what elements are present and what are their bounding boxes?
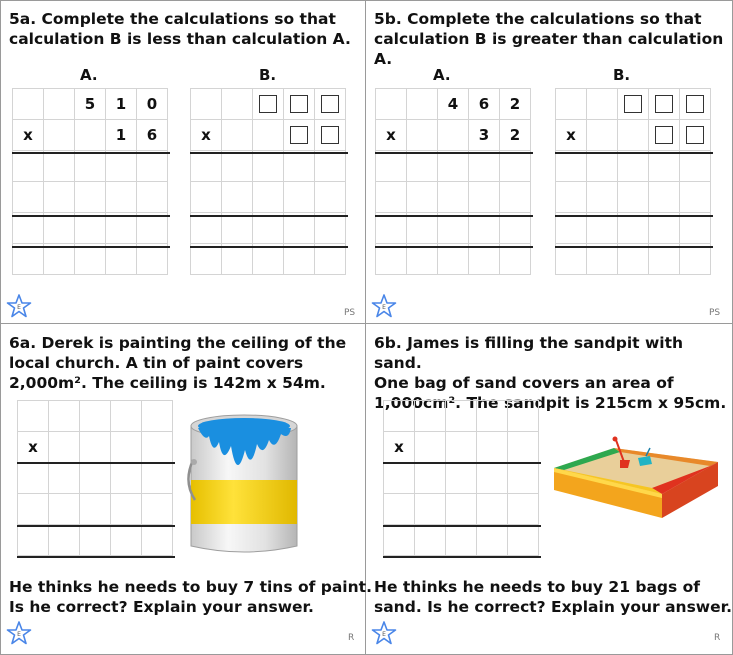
q5b-a-top-4: 2 xyxy=(500,89,531,120)
paint-tin-icon xyxy=(185,412,303,558)
answer-cell[interactable] xyxy=(508,494,539,525)
answer-cell[interactable] xyxy=(284,213,315,244)
answer-cell[interactable] xyxy=(384,401,415,432)
q5b-a-line-3 xyxy=(375,246,533,248)
answer-cell[interactable] xyxy=(222,244,253,275)
answer-cell[interactable] xyxy=(49,525,80,556)
answer-cell[interactable] xyxy=(44,213,75,244)
answer-cell[interactable] xyxy=(649,213,680,244)
answer-cell[interactable] xyxy=(415,432,446,463)
answer-cell[interactable] xyxy=(376,151,407,182)
q5b-tag: PS xyxy=(709,308,721,318)
q6a-tag: R xyxy=(348,633,355,643)
answer-cell[interactable] xyxy=(191,182,222,213)
answer-cell[interactable] xyxy=(315,213,346,244)
answer-cell[interactable] xyxy=(13,151,44,182)
q5b-a-top-3: 6 xyxy=(469,89,500,120)
q5b-b-box-3[interactable] xyxy=(680,89,711,120)
answer-cell[interactable] xyxy=(649,182,680,213)
q5a-a-bot-0: x xyxy=(13,120,44,151)
answer-cell[interactable] xyxy=(446,525,477,556)
answer-cell[interactable] xyxy=(106,244,137,275)
answer-cell[interactable] xyxy=(415,525,446,556)
answer-cell[interactable] xyxy=(253,244,284,275)
answer-cell[interactable] xyxy=(75,182,106,213)
answer-cell[interactable] xyxy=(384,525,415,556)
answer-cell[interactable] xyxy=(649,151,680,182)
q5a-a-bot-3: 1 xyxy=(106,120,137,151)
answer-cell[interactable] xyxy=(376,182,407,213)
q6a-line-2 xyxy=(17,525,175,527)
q5b-b-line-1 xyxy=(555,152,713,154)
q5a-b-op: x xyxy=(191,120,222,151)
answer-cell[interactable] xyxy=(407,151,438,182)
answer-cell[interactable] xyxy=(438,213,469,244)
answer-cell[interactable] xyxy=(222,89,253,120)
q6a-question: He thinks he needs to buy 7 tins of paint. Is he correct? Explain your answer. xyxy=(9,578,372,616)
q6b-line-2 xyxy=(383,525,541,527)
q5a-label-a: A. xyxy=(80,66,98,84)
q5a-a-top-3: 1 xyxy=(106,89,137,120)
answer-cell[interactable] xyxy=(587,89,618,120)
q5a-a-bot-1[interactable] xyxy=(44,120,75,151)
answer-cell[interactable] xyxy=(137,244,168,275)
answer-cell[interactable] xyxy=(680,213,711,244)
q5b-b-op: x xyxy=(556,120,587,151)
answer-cell[interactable] xyxy=(191,151,222,182)
sandpit-icon xyxy=(550,432,722,532)
q5b-a-line-1 xyxy=(375,152,533,154)
star-icon xyxy=(371,293,397,319)
answer-cell[interactable] xyxy=(137,213,168,244)
q5b-b-line-2 xyxy=(555,215,713,217)
answer-cell[interactable] xyxy=(446,432,477,463)
answer-cell[interactable] xyxy=(446,401,477,432)
answer-cell[interactable] xyxy=(18,494,49,525)
answer-cell[interactable] xyxy=(49,432,80,463)
q5a-a-top-0[interactable] xyxy=(13,89,44,120)
star-letter: E xyxy=(17,631,21,638)
answer-cell[interactable] xyxy=(18,463,49,494)
answer-cell[interactable] xyxy=(587,244,618,275)
q5a-a-top-1[interactable] xyxy=(44,89,75,120)
answer-cell[interactable] xyxy=(407,213,438,244)
answer-cell[interactable] xyxy=(407,244,438,275)
star-letter: E xyxy=(17,304,21,311)
q5a-title: 5a. Complete the calculations so that calculation B is less than calculation A. xyxy=(9,10,351,48)
answer-cell[interactable] xyxy=(75,151,106,182)
answer-cell[interactable] xyxy=(80,494,111,525)
answer-cell[interactable] xyxy=(407,182,438,213)
answer-cell[interactable] xyxy=(253,213,284,244)
answer-cell[interactable] xyxy=(469,151,500,182)
q5a-tag: PS xyxy=(344,308,356,318)
answer-cell[interactable] xyxy=(556,244,587,275)
answer-cell[interactable] xyxy=(111,525,142,556)
q6b-title: 6b. James is filling the sandpit with sand. One bag of sand covers an area of 1,000cm². The sandpit is 215cm x 95cm. xyxy=(374,334,727,412)
row-divider xyxy=(0,323,733,324)
answer-cell[interactable] xyxy=(587,151,618,182)
answer-cell[interactable] xyxy=(142,525,173,556)
answer-cell[interactable] xyxy=(111,401,142,432)
q5b-label-a: A. xyxy=(433,66,451,84)
answer-cell[interactable] xyxy=(469,244,500,275)
answer-cell[interactable] xyxy=(415,463,446,494)
q6b-grid xyxy=(383,400,539,556)
star-letter: E xyxy=(382,304,386,311)
q5a-a-line-2 xyxy=(12,215,170,217)
star-letter: E xyxy=(382,631,386,638)
q5b-a-bot-0: x xyxy=(376,120,407,151)
answer-cell[interactable] xyxy=(500,151,531,182)
q6a-grid xyxy=(17,400,173,556)
q6b-question: He thinks he needs to buy 21 bags of sand. Is he correct? Explain your answer. xyxy=(374,578,732,616)
q5a-a-bot-4: 6 xyxy=(137,120,168,151)
q5a-b-box-3[interactable] xyxy=(315,89,346,120)
q5b-b-box-2[interactable] xyxy=(649,89,680,120)
q5b-b-box-4[interactable] xyxy=(649,120,680,151)
answer-cell[interactable] xyxy=(315,151,346,182)
answer-cell[interactable] xyxy=(111,432,142,463)
q5b-a-bot-3: 3 xyxy=(469,120,500,151)
answer-cell[interactable] xyxy=(500,213,531,244)
answer-cell[interactable] xyxy=(618,151,649,182)
answer-cell[interactable] xyxy=(80,432,111,463)
answer-cell[interactable] xyxy=(376,213,407,244)
answer-cell[interactable] xyxy=(75,213,106,244)
answer-cell[interactable] xyxy=(18,525,49,556)
answer-cell[interactable] xyxy=(106,182,137,213)
answer-cell[interactable] xyxy=(80,525,111,556)
q5a-b-box-5[interactable] xyxy=(315,120,346,151)
answer-cell[interactable] xyxy=(477,463,508,494)
answer-cell[interactable] xyxy=(618,120,649,151)
answer-cell[interactable] xyxy=(556,89,587,120)
answer-cell[interactable] xyxy=(477,432,508,463)
q6b-line-1 xyxy=(383,462,541,464)
q5b-title: 5b. Complete the calculations so that calculation B is greater than calculation A. xyxy=(374,10,724,68)
q5a-a-line-1 xyxy=(12,152,170,154)
answer-cell[interactable] xyxy=(284,182,315,213)
answer-cell[interactable] xyxy=(18,401,49,432)
q5b-b-box-5[interactable] xyxy=(680,120,711,151)
q5b-a-bot-4: 2 xyxy=(500,120,531,151)
answer-cell[interactable] xyxy=(556,151,587,182)
answer-cell[interactable] xyxy=(469,213,500,244)
answer-cell[interactable] xyxy=(284,151,315,182)
q5b-b-line-3 xyxy=(555,246,713,248)
answer-cell[interactable] xyxy=(253,120,284,151)
answer-cell[interactable] xyxy=(13,182,44,213)
q6a-op: x xyxy=(18,432,49,463)
q6a-line-1 xyxy=(17,462,175,464)
star-icon xyxy=(6,620,32,646)
answer-cell[interactable] xyxy=(222,182,253,213)
answer-cell[interactable] xyxy=(477,525,508,556)
answer-cell[interactable] xyxy=(253,182,284,213)
answer-cell[interactable] xyxy=(469,182,500,213)
answer-cell[interactable] xyxy=(315,244,346,275)
answer-cell[interactable] xyxy=(438,151,469,182)
q5b-b-box-1[interactable] xyxy=(618,89,649,120)
answer-cell[interactable] xyxy=(49,463,80,494)
q5a-label-b: B. xyxy=(259,66,277,84)
answer-cell[interactable] xyxy=(556,213,587,244)
answer-cell[interactable] xyxy=(587,213,618,244)
q5b-label-b: B. xyxy=(613,66,631,84)
q6a-line-3 xyxy=(17,556,175,558)
answer-cell[interactable] xyxy=(587,182,618,213)
q6b-tag: R xyxy=(714,633,721,643)
q6b-line-3 xyxy=(383,556,541,558)
star-icon xyxy=(6,293,32,319)
q5a-a-bot-2[interactable] xyxy=(75,120,106,151)
answer-cell[interactable] xyxy=(191,213,222,244)
answer-cell[interactable] xyxy=(500,244,531,275)
answer-cell[interactable] xyxy=(618,244,649,275)
answer-cell[interactable] xyxy=(680,151,711,182)
answer-cell[interactable] xyxy=(680,244,711,275)
q5a-b-box-2[interactable] xyxy=(284,89,315,120)
answer-cell[interactable] xyxy=(508,525,539,556)
answer-cell[interactable] xyxy=(384,463,415,494)
q5b-a-line-2 xyxy=(375,215,533,217)
answer-cell[interactable] xyxy=(111,494,142,525)
answer-cell[interactable] xyxy=(142,401,173,432)
answer-cell[interactable] xyxy=(315,182,346,213)
answer-cell[interactable] xyxy=(80,463,111,494)
answer-cell[interactable] xyxy=(415,494,446,525)
answer-cell[interactable] xyxy=(446,494,477,525)
answer-cell[interactable] xyxy=(80,401,111,432)
answer-cell[interactable] xyxy=(438,182,469,213)
answer-cell[interactable] xyxy=(446,463,477,494)
q5a-a-line-3 xyxy=(12,246,170,248)
answer-cell[interactable] xyxy=(438,120,469,151)
answer-cell[interactable] xyxy=(680,182,711,213)
answer-cell[interactable] xyxy=(376,89,407,120)
answer-cell[interactable] xyxy=(384,494,415,525)
answer-cell[interactable] xyxy=(556,182,587,213)
answer-cell[interactable] xyxy=(106,151,137,182)
answer-cell[interactable] xyxy=(111,463,142,494)
answer-cell[interactable] xyxy=(222,120,253,151)
answer-cell[interactable] xyxy=(438,244,469,275)
q5a-a-top-4: 0 xyxy=(137,89,168,120)
answer-cell[interactable] xyxy=(477,401,508,432)
answer-cell[interactable] xyxy=(222,151,253,182)
answer-cell[interactable] xyxy=(222,213,253,244)
answer-cell[interactable] xyxy=(618,182,649,213)
answer-cell[interactable] xyxy=(49,494,80,525)
answer-cell[interactable] xyxy=(137,182,168,213)
answer-cell[interactable] xyxy=(618,213,649,244)
q5a-b-line-3 xyxy=(190,246,348,248)
q5b-a-top-2: 4 xyxy=(438,89,469,120)
q6a-title: 6a. Derek is painting the ceiling of the local church. A tin of paint covers 2,000m². The ceiling is 142m x 54m. xyxy=(9,334,347,392)
q5a-b-box-1[interactable] xyxy=(253,89,284,120)
answer-cell[interactable] xyxy=(284,244,315,275)
answer-cell[interactable] xyxy=(587,120,618,151)
answer-cell[interactable] xyxy=(477,494,508,525)
answer-cell[interactable] xyxy=(75,244,106,275)
answer-cell[interactable] xyxy=(415,401,446,432)
answer-cell[interactable] xyxy=(44,151,75,182)
column-divider xyxy=(365,0,366,655)
q5a-b-line-2 xyxy=(190,215,348,217)
q5a-a-top-2: 5 xyxy=(75,89,106,120)
answer-cell[interactable] xyxy=(191,89,222,120)
answer-cell[interactable] xyxy=(376,244,407,275)
answer-cell[interactable] xyxy=(407,120,438,151)
answer-cell[interactable] xyxy=(44,244,75,275)
star-icon xyxy=(371,620,397,646)
answer-cell[interactable] xyxy=(142,494,173,525)
answer-cell[interactable] xyxy=(142,432,173,463)
q6b-op: x xyxy=(384,432,415,463)
answer-cell[interactable] xyxy=(407,89,438,120)
answer-cell[interactable] xyxy=(508,432,539,463)
answer-cell[interactable] xyxy=(106,213,137,244)
answer-cell[interactable] xyxy=(137,151,168,182)
answer-cell[interactable] xyxy=(508,401,539,432)
answer-cell[interactable] xyxy=(142,463,173,494)
answer-cell[interactable] xyxy=(253,151,284,182)
answer-cell[interactable] xyxy=(13,213,44,244)
q5a-b-box-4[interactable] xyxy=(284,120,315,151)
answer-cell[interactable] xyxy=(508,463,539,494)
answer-cell[interactable] xyxy=(649,244,680,275)
q5a-b-line-1 xyxy=(190,152,348,154)
answer-cell[interactable] xyxy=(13,244,44,275)
answer-cell[interactable] xyxy=(44,182,75,213)
answer-cell[interactable] xyxy=(500,182,531,213)
answer-cell[interactable] xyxy=(191,244,222,275)
answer-cell[interactable] xyxy=(49,401,80,432)
